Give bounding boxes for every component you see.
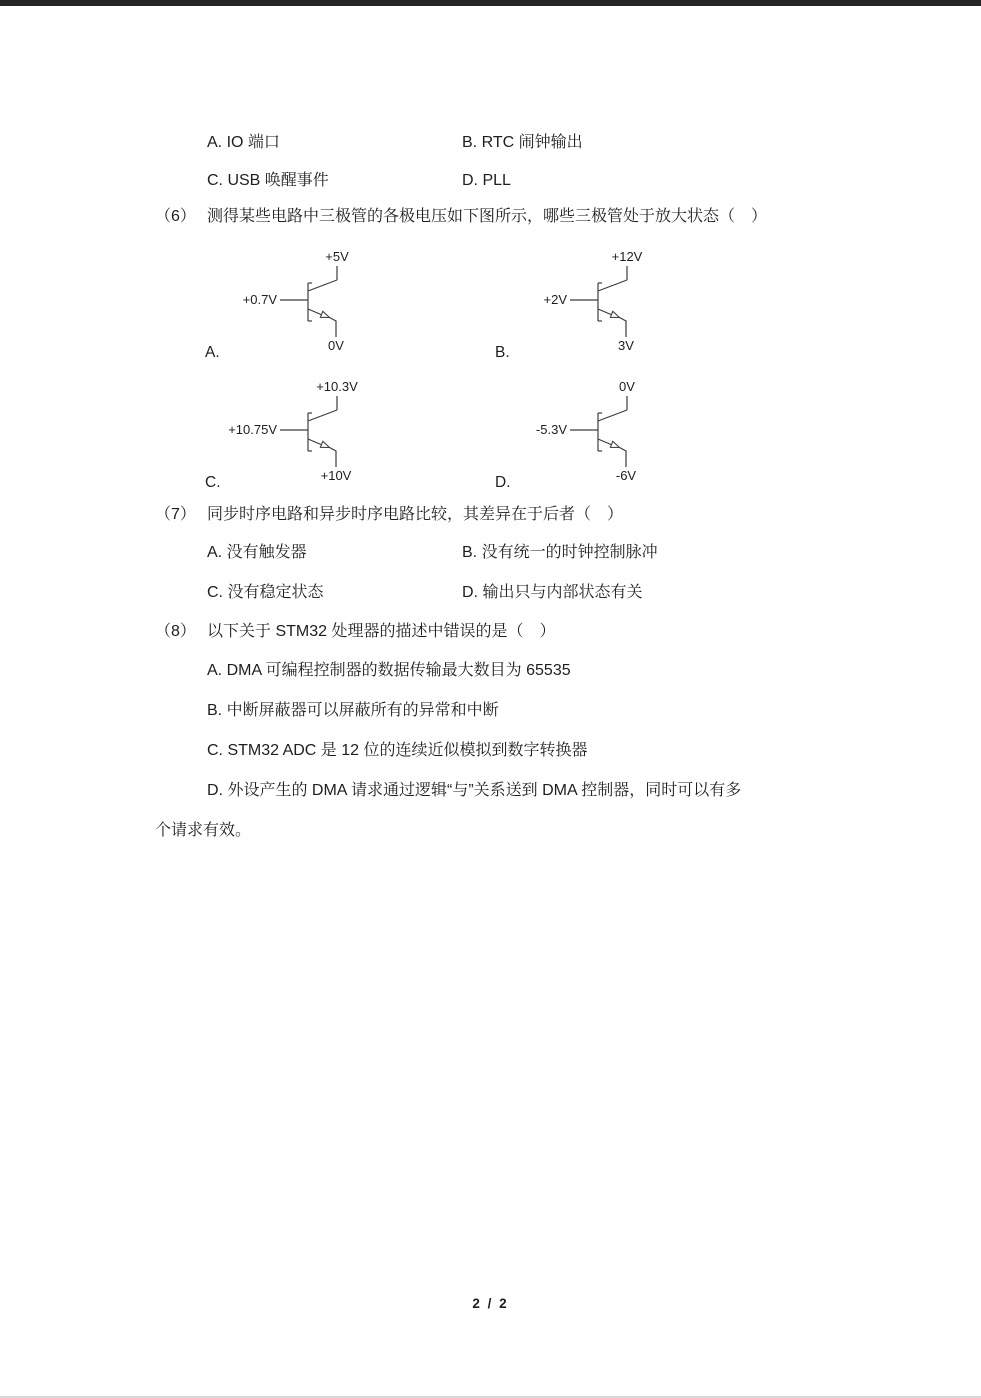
option-c: C. 没有稳定状态	[207, 584, 324, 601]
transistor-diagram-a	[195, 245, 485, 363]
question-7-text: 同步时序电路和异步时序电路比较，其差异在于后者（ ）	[207, 506, 624, 523]
base-voltage-label: +0.7V	[242, 292, 277, 307]
diagram-letter: C.	[205, 474, 221, 491]
page-number: 2 / 2	[472, 1296, 509, 1311]
transistor-diagram-c	[195, 375, 485, 493]
diagram-letter: B.	[495, 344, 510, 361]
base-voltage-label: +2V	[543, 292, 567, 307]
collector-voltage-label: +12V	[611, 249, 643, 264]
diagram-letter: D.	[495, 474, 511, 491]
emitter-voltage-label: -6V	[615, 468, 637, 483]
option-b: B. RTC 闹钟输出	[462, 134, 583, 151]
option-d-continuation: 个请求有效。	[155, 822, 252, 839]
option-d: D. 外设产生的 DMA 请求通过逻辑“与”关系送到 DMA 控制器，同时可以有多	[207, 782, 742, 799]
transistor-diagram-d	[485, 375, 775, 493]
option-d: D. 输出只与内部状态有关	[462, 584, 643, 601]
option-a: A. IO 端口	[207, 134, 280, 151]
question-8-text: 以下关于 STM32 处理器的描述中错误的是（ ）	[207, 623, 556, 640]
transistor-diagram-b	[485, 245, 775, 363]
base-voltage-label: -5.3V	[535, 422, 567, 437]
option-d: D. PLL	[462, 172, 511, 189]
collector-voltage-label: +10.3V	[316, 379, 358, 394]
question-7-number: （7）	[155, 506, 196, 523]
option-c: C. USB 唤醒事件	[207, 172, 329, 189]
question-6-number: （6）	[155, 208, 196, 225]
option-a: A. DMA 可编程控制器的数据传输最大数目为 65535	[207, 662, 571, 679]
transistor-symbol	[570, 266, 627, 337]
emitter-voltage-label: 3V	[618, 338, 634, 353]
letterbox-top-bar	[0, 0, 981, 6]
option-a: A. 没有触发器	[207, 544, 307, 561]
diagram-letter: A.	[205, 344, 220, 361]
question-8-number: （8）	[155, 623, 196, 640]
question-6-text: 测得某些电路中三极管的各极电压如下图所示，哪些三极管处于放大状态（ ）	[207, 208, 768, 225]
emitter-voltage-label: +10V	[320, 468, 352, 483]
base-voltage-label: +10.75V	[228, 422, 277, 437]
collector-voltage-label: +5V	[325, 249, 349, 264]
collector-voltage-label: 0V	[619, 379, 635, 394]
option-b: B. 中断屏蔽器可以屏蔽所有的异常和中断	[207, 702, 499, 719]
transistor-symbol	[570, 396, 627, 467]
transistor-symbol	[280, 266, 337, 337]
option-b: B. 没有统一的时钟控制脉冲	[462, 544, 658, 561]
emitter-voltage-label: 0V	[328, 338, 344, 353]
option-c: C. STM32 ADC 是 12 位的连续近似模拟到数字转换器	[207, 742, 588, 759]
transistor-symbol	[280, 396, 337, 467]
